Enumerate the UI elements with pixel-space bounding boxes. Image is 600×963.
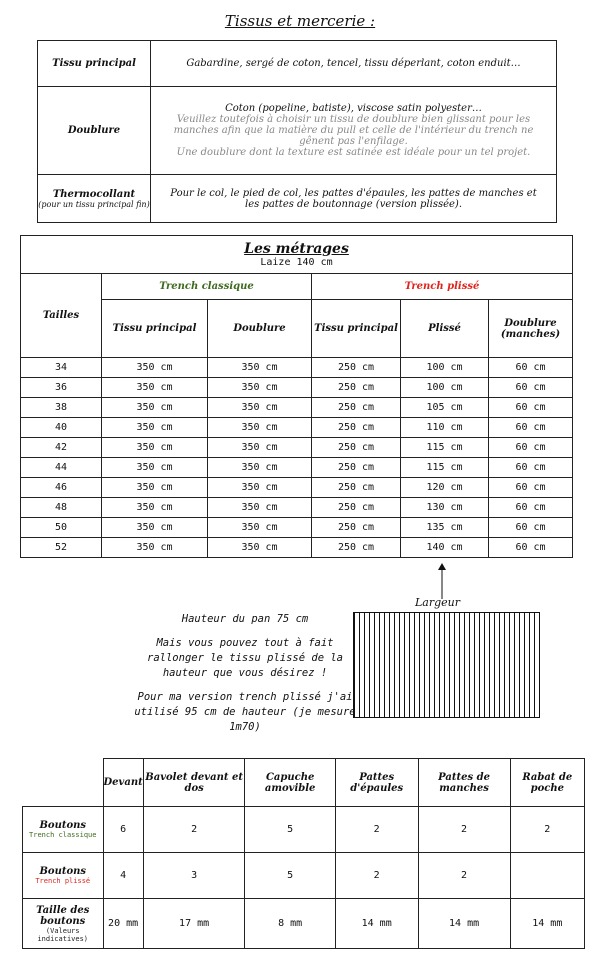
value-cell: 2: [418, 853, 510, 899]
metrage-title: Les métrages: [244, 241, 349, 257]
pleat-note: Pour ma version trench plissé j'ai utilisé 95 cm de hauteur (je mesure 1m70): [134, 691, 356, 733]
value-cell: 60 cm: [489, 538, 573, 558]
metrage-table: [20, 235, 573, 558]
value-cell: 350 cm: [102, 438, 208, 458]
size-cell: 34: [21, 358, 102, 378]
value-cell: 115 cm: [401, 438, 489, 458]
value-cell: 2: [418, 807, 510, 853]
fabric-label: Thermocollant: [52, 188, 136, 200]
column-header: Plissé: [401, 300, 489, 358]
value-cell: 350 cm: [208, 358, 312, 378]
value-cell: 350 cm: [208, 518, 312, 538]
value-cell: 350 cm: [102, 538, 208, 558]
table-row: [21, 438, 573, 458]
value-cell: 60 cm: [489, 418, 573, 438]
column-header: Devant: [103, 759, 143, 807]
pleated-fabric-illustration: [353, 612, 540, 718]
value-cell: 60 cm: [489, 458, 573, 478]
value-cell: 5: [245, 853, 335, 899]
table-row: [21, 418, 573, 438]
value-cell: 60 cm: [489, 438, 573, 458]
group-trench-classique: Trench classique: [102, 274, 312, 300]
value-cell: 130 cm: [401, 498, 489, 518]
largeur-label: Largeur: [415, 596, 461, 609]
value-cell: 100 cm: [401, 378, 489, 398]
value-cell: 5: [245, 807, 335, 853]
value-cell: 350 cm: [208, 378, 312, 398]
row-sublabel: Trench plissé: [35, 877, 91, 885]
table-row: [21, 378, 573, 398]
value-cell: [510, 853, 584, 899]
size-cell: 44: [21, 458, 102, 478]
value-cell: 350 cm: [102, 358, 208, 378]
pleat-note: Mais vous pouvez tout à fait rallonger le tissu plissé de la hauteur que vous désirez !: [147, 637, 343, 679]
value-cell: 2: [143, 807, 245, 853]
value-cell: 135 cm: [401, 518, 489, 538]
fabric-row: [38, 41, 557, 87]
size-cell: 36: [21, 378, 102, 398]
row-sublabel: Trench classique: [29, 831, 97, 839]
table-row: [21, 398, 573, 418]
column-header: Bavolet devant et dos: [143, 759, 245, 807]
column-header: Doublure: [208, 300, 312, 358]
value-cell: 60 cm: [489, 358, 573, 378]
value-cell: 350 cm: [208, 438, 312, 458]
value-cell: 350 cm: [208, 458, 312, 478]
page-title: Tissus et mercerie :: [224, 12, 376, 30]
table-row: [21, 358, 573, 378]
fabric-label: Tissu principal: [38, 41, 151, 87]
value-cell: 115 cm: [401, 458, 489, 478]
size-cell: 40: [21, 418, 102, 438]
value-cell: 350 cm: [102, 518, 208, 538]
value-cell: 350 cm: [102, 458, 208, 478]
value-cell: 60 cm: [489, 518, 573, 538]
value-cell: 350 cm: [208, 498, 312, 518]
value-cell: 350 cm: [102, 418, 208, 438]
value-cell: 350 cm: [208, 538, 312, 558]
size-cell: 48: [21, 498, 102, 518]
value-cell: 14 mm: [510, 899, 584, 949]
column-header: Pattes d'épaules: [335, 759, 418, 807]
value-cell: 250 cm: [312, 538, 401, 558]
value-cell: 17 mm: [143, 899, 245, 949]
table-row: [21, 458, 573, 478]
value-cell: 60 cm: [489, 478, 573, 498]
fabric-label-cell: [38, 175, 151, 223]
value-cell: 2: [335, 853, 418, 899]
row-header: [23, 853, 104, 899]
size-cell: 52: [21, 538, 102, 558]
row-label: Boutons: [39, 820, 87, 831]
arrow-up-icon: [436, 563, 448, 599]
value-cell: 250 cm: [312, 358, 401, 378]
value-cell: 6: [103, 807, 143, 853]
value-cell: 250 cm: [312, 458, 401, 478]
column-header: Doublure (manches): [489, 300, 573, 358]
value-cell: 250 cm: [312, 378, 401, 398]
value-cell: 250 cm: [312, 438, 401, 458]
value-cell: 350 cm: [102, 478, 208, 498]
fabric-sublabel: (pour un tissu principal fin): [38, 199, 150, 209]
value-cell: 110 cm: [401, 418, 489, 438]
value-cell: 250 cm: [312, 478, 401, 498]
fabric-note: Une doublure dont la texture est satinée est idéale pour un tel projet.: [176, 147, 531, 158]
row-sublabel: (Valeurs indicatives): [37, 926, 89, 943]
row-header: [23, 807, 104, 853]
size-header: Tailles: [21, 274, 102, 358]
table-row: [21, 478, 573, 498]
metrage-title-cell: [21, 236, 573, 274]
value-cell: 8 mm: [245, 899, 335, 949]
value-cell: 20 mm: [103, 899, 143, 949]
value-cell: 350 cm: [102, 398, 208, 418]
value-cell: 4: [103, 853, 143, 899]
column-header: Pattes de manches: [418, 759, 510, 807]
column-header: Tissu principal: [102, 300, 208, 358]
table-row: [21, 518, 573, 538]
value-cell: 100 cm: [401, 358, 489, 378]
fabrics-table: [37, 40, 557, 223]
buttons-table: [22, 758, 585, 949]
table-row: [23, 807, 585, 853]
value-cell: 350 cm: [208, 398, 312, 418]
pleat-notes: [130, 612, 360, 744]
value-cell: 60 cm: [489, 498, 573, 518]
value-cell: 350 cm: [208, 418, 312, 438]
fabric-note: Veuillez toutefois à choisir un tissu de doublure bien glissant pour les manches afin que la matière du pull et celle de l'intérieur du trench ne gênent pas l'enfilage.: [173, 114, 534, 147]
fabric-desc: Gabardine, sergé de coton, tencel, tissu déperlant, coton enduit…: [151, 41, 557, 87]
value-cell: 140 cm: [401, 538, 489, 558]
fabric-desc: Pour le col, le pied de col, les pattes d'épaules, les pattes de manches et les pattes de boutonnage (version plissée).: [151, 175, 557, 223]
value-cell: 3: [143, 853, 245, 899]
value-cell: 120 cm: [401, 478, 489, 498]
value-cell: 60 cm: [489, 398, 573, 418]
size-cell: 38: [21, 398, 102, 418]
value-cell: 2: [510, 807, 584, 853]
table-row: [23, 853, 585, 899]
value-cell: 350 cm: [102, 498, 208, 518]
value-cell: 350 cm: [102, 378, 208, 398]
row-label: Taille des boutons: [36, 904, 90, 927]
size-cell: 46: [21, 478, 102, 498]
column-header: Tissu principal: [312, 300, 401, 358]
value-cell: 105 cm: [401, 398, 489, 418]
metrage-subtitle: Laize 140 cm: [260, 257, 333, 268]
value-cell: 2: [335, 807, 418, 853]
fabric-row: [38, 87, 557, 175]
table-row: [23, 899, 585, 949]
fabric-row: [38, 175, 557, 223]
value-cell: 250 cm: [312, 498, 401, 518]
value-cell: 14 mm: [418, 899, 510, 949]
value-cell: 60 cm: [489, 378, 573, 398]
empty-corner: [23, 759, 104, 807]
row-label: Boutons: [39, 866, 87, 877]
column-header: Capuche amovible: [245, 759, 335, 807]
value-cell: 250 cm: [312, 398, 401, 418]
fabric-desc: Coton (popeline, batiste), viscose satin polyester…: [225, 103, 482, 114]
size-cell: 42: [21, 438, 102, 458]
pleat-note: Hauteur du pan 75 cm: [181, 613, 309, 625]
table-row: [21, 538, 573, 558]
fabric-label: Doublure: [38, 87, 151, 175]
value-cell: 250 cm: [312, 418, 401, 438]
size-cell: 50: [21, 518, 102, 538]
value-cell: 350 cm: [208, 478, 312, 498]
table-row: [21, 498, 573, 518]
group-trench-plisse: Trench plissé: [312, 274, 573, 300]
value-cell: 14 mm: [335, 899, 418, 949]
value-cell: 250 cm: [312, 518, 401, 538]
row-header: [23, 899, 104, 949]
column-header: Rabat de poche: [510, 759, 584, 807]
fabric-desc-cell: [151, 87, 557, 175]
